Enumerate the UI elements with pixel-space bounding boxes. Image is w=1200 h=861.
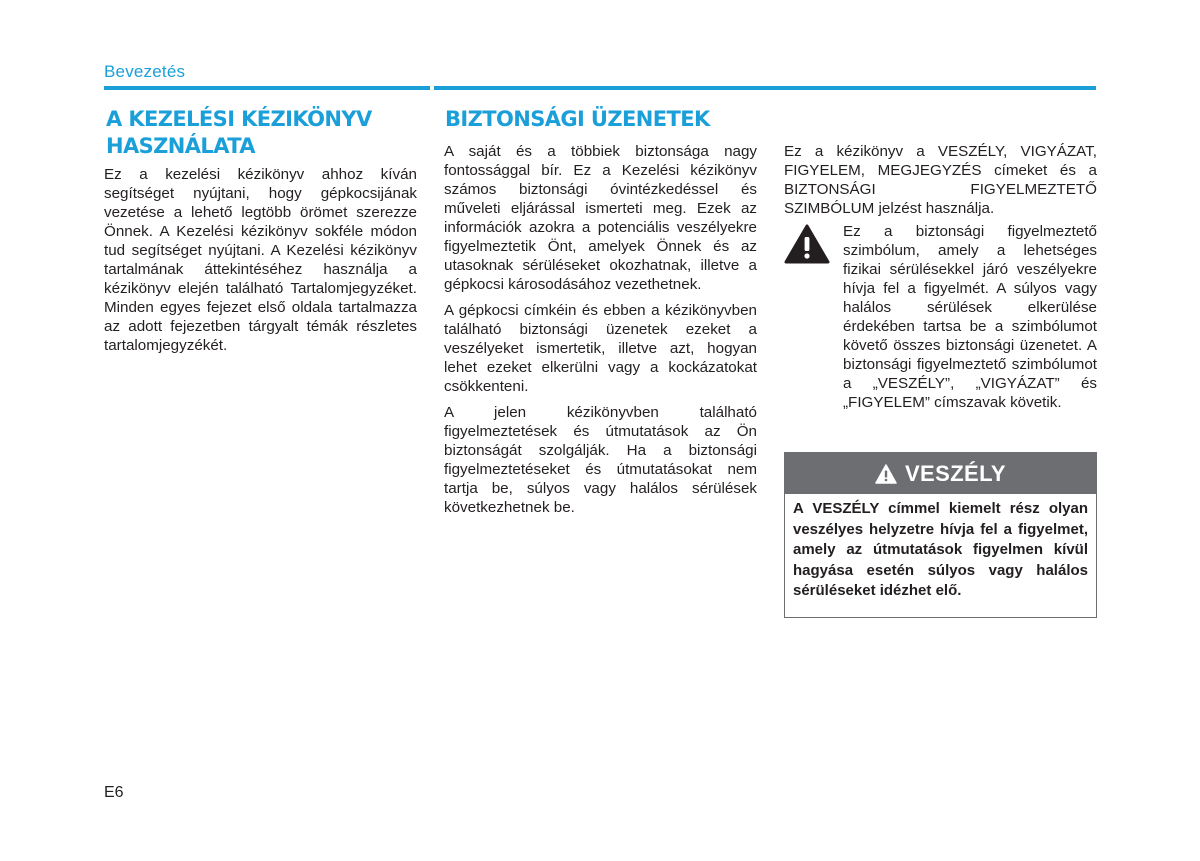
warning-text: Ez a biztonsági figyelmeztető szimbólum, amely a lehetséges fizikai sérülésekkel járó veszélyekre hívja fel a figyelmét. A súlyos vagy halálos sérülések elkerülése érdekében tartsa be a szimbólumot követő összes biztonsági üzenetet. A biztonsági figyelmeztető szimbólumot a „VESZÉLY”, „VIGYÁZAT” és „FIGYELEM” címszavak követik. [843,223,1097,411]
header-rule-right [434,86,1096,90]
right-column [784,142,1097,412]
section-header: Bevezetés [104,62,186,81]
danger-heading: VESZÉLY [904,460,1007,486]
middle-paragraph-2: A gépkocsi címkéin és ebben a kézikönyvben található biztonsági üzenetek ezeket a veszélyeket ismertetik, illetve azt, hogyan lehet ezeket elkerülni vagy a kockázatokat csökkenteni. [444,302,757,395]
middle-column [444,142,757,524]
warning-triangle-icon [784,224,830,264]
left-paragraph: Ez a kezelési kézikönyv ahhoz kíván segítséget nyújtani, hogy gépkocsijának vezetése a lehető legtöbb örömet szerezze Önnek. A Kezelési kézikönyv sokféle módon tud segítséget nyújtani. A Kezelési kézikönyv tartalmának áttekintéséhez használja a kézikönyv elején található Tartalomjegyzéket. Minden egyes fejezet első oldala tartalmazza az adott fejezetben tárgyalt témák részletes tartalomjegyzékét. [104,166,417,354]
header-rule-left [104,86,430,90]
middle-paragraph-1: A saját és a többiek biztonsága nagy fontossággal bír. Ez a Kezelési kézikönyv számos biztonsági óvintézkedéssel és műveleti eljárással ismerteti meg. Ezek az információk azokra a potenciális veszélyekre figyelmeztetik Önt, amelyek Önnek és az utasoknak sérüléseket okozhatnak, illetve a gépkocsi károsodásához vezethetnek. [444,143,757,293]
safety-messages-title: BIZTONSÁGI ÜZENETEK [445,107,710,131]
right-intro: Ez a kézikönyv a VESZÉLY, VIGYÁZAT, FIGYELEM, MEGJEGYZÉS címeket és a BIZTONSÁGI FIGYELMEZTETŐ SZIMBÓLUM jelzést használja. [784,143,1097,217]
middle-paragraph-3: A jelen kézikönyvben található figyelmeztetések és útmutatások az Ön biztonságát szolgálják. Ha a biztonsági figyelmeztetéseket és útmutatásokat nem tartja be, súlyos vagy halálos sérülések következhetnek be. [444,404,757,516]
warning-block [784,222,1097,412]
danger-box [784,452,1097,618]
danger-warning-icon [875,464,897,484]
left-title: A KEZELÉSI KÉZIKÖNYV HASZNÁLATA [106,107,372,158]
danger-header [785,453,1096,494]
danger-body: A VESZÉLY címmel kiemelt rész olyan veszélyes helyzetre hívja fel a figyelmet, amely az útmutatások figyelmen kívül hagyása esetén súlyos vagy halálos sérüléseket idézhet elő. [793,500,1088,599]
left-column [104,165,417,362]
page-number: E6 [104,784,124,801]
